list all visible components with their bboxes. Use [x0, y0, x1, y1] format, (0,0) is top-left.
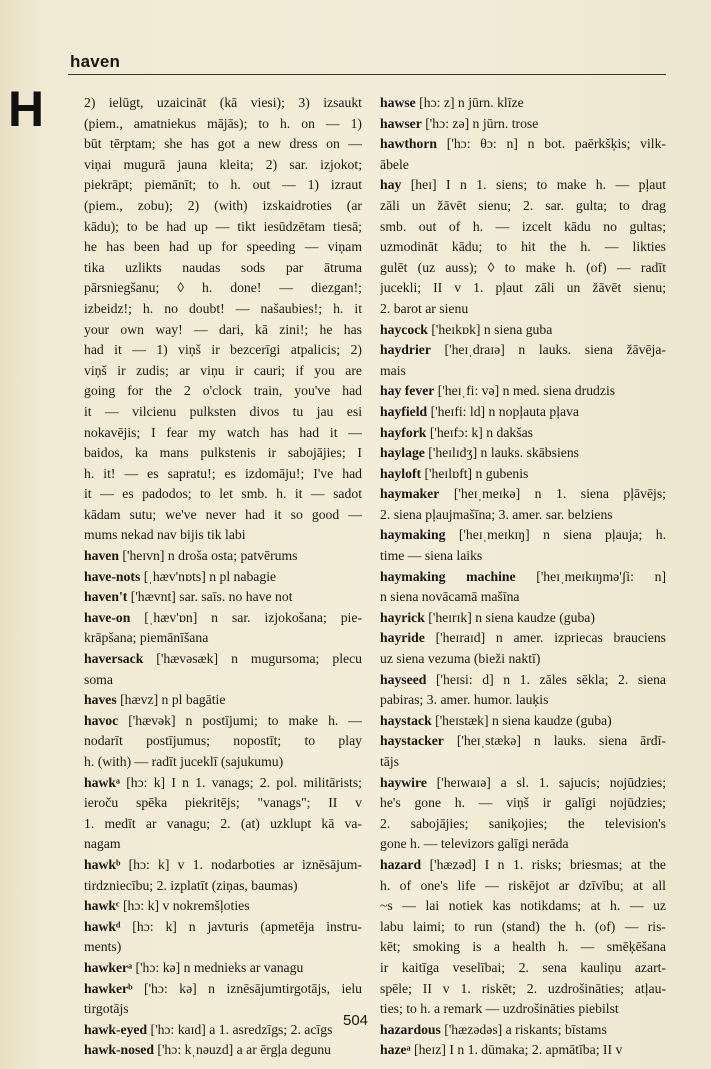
headword: hawkerᵃ	[84, 959, 133, 975]
entry-line: tika uzlikts naudas sods par ātruma	[84, 259, 362, 275]
entry-line: spēle; II v 1. riskēt; 2. uzdrošināties; atļau-	[380, 980, 666, 996]
entry-line: kēt; smoking is a health h. — smēķēšana	[380, 939, 666, 955]
entry-line: hawk-eyed ['hɔ: kaɪd] a 1. asredzīgs; 2. acīgs	[84, 1021, 333, 1037]
dictionary-entry	[380, 114, 666, 135]
entry-line: pabiras; 3. amer. humor. lauķis	[380, 692, 549, 708]
thumb-index-letter: H	[8, 81, 45, 137]
dictionary-entry	[380, 175, 666, 319]
entry-line: haystacker ['heɪˌstækə] n lauks. siena ārdī-	[380, 733, 666, 749]
headword: haywire	[380, 774, 427, 790]
dictionary-entry	[84, 896, 362, 917]
entry-line: it — vilcienu pulksten divos tu jau esi	[84, 403, 362, 419]
entry-line: labu laimi; to run (stand) the h. (of) — ris-	[380, 918, 666, 934]
entry-line: uz siena vezuma (bieži naktī)	[380, 651, 541, 667]
headword: haycock	[380, 321, 428, 337]
dictionary-entry	[380, 320, 666, 341]
headword: hawkᵃ	[84, 774, 120, 790]
dictionary-entry	[380, 731, 666, 772]
entry-line: have-on [ˌhæv'ɒn] n sar. izjokošana; pie-	[84, 609, 362, 625]
dictionary-entry	[84, 608, 362, 649]
dictionary-entry	[380, 773, 666, 855]
entry-line: tirgotājs	[84, 1001, 129, 1017]
entry-line: būt tērptam; she has got a new dress on —	[84, 136, 362, 152]
headword: haydrier	[380, 342, 431, 358]
headword: haystack	[380, 712, 432, 728]
headword: hawk-nosed	[84, 1042, 154, 1058]
entry-line: time — siena laiks	[380, 548, 483, 564]
entry-line: haystack ['heɪstæk] n siena kaudze (guba)	[380, 712, 612, 728]
entry-line: hayride ['heɪraɪd] n amer. izpriecas brauciens	[380, 630, 666, 646]
entry-line: 2. siena pļaujmašīna; 3. amer. sar. belziens	[380, 506, 613, 522]
headword: hawkᵇ	[84, 856, 121, 872]
entry-line: viņš ir zudis; ar viņu ir cauri; if you are	[84, 362, 362, 378]
entry-line: haycock ['heɪkɒk] n siena guba	[380, 321, 553, 337]
entry-line: mais	[380, 362, 406, 378]
entry-line: hay [heɪ] I n 1. siens; to make h. — pļaut	[380, 177, 666, 193]
dictionary-entry	[84, 587, 362, 608]
headword: have-on	[84, 609, 131, 625]
dictionary-entry	[84, 711, 362, 773]
entry-line: nagam	[84, 836, 121, 852]
entry-line: he has been had up for speeding — viņam	[84, 239, 362, 255]
headword: hay	[380, 177, 402, 193]
headword: hayfield	[380, 403, 428, 419]
dictionary-entry	[380, 608, 666, 629]
dictionary-entry	[380, 443, 666, 464]
dictionary-entry	[380, 381, 666, 402]
dictionary-entry	[380, 525, 666, 566]
dictionary-entry	[380, 567, 666, 608]
entry-line: going for the 2 o'clock train, you've had	[84, 383, 362, 399]
entry-line: (piem., amatniekus mājās); to h. on — 1)	[84, 115, 362, 131]
header-rule	[68, 74, 666, 75]
entry-line: viņai mugurā jauna kleita; 2) sar. izjokot;	[84, 156, 362, 172]
entry-line: hawkᵈ [hɔ: k] n javturis (apmetēja instru-	[84, 918, 362, 934]
entry-line: kādu); to be had up — tikt iesūdzētam tiesā;	[84, 218, 362, 234]
headword: have-nots	[84, 568, 141, 584]
headword: haylage	[380, 445, 425, 461]
entry-line: hayfield ['heɪfi: ld] n nopļauta pļava	[380, 403, 579, 419]
entry-line: ments)	[84, 939, 122, 955]
entry-line: h. it! — es sapratu!; es izdomāju!; I've had	[84, 465, 362, 481]
dictionary-entry	[84, 1040, 362, 1061]
entry-line: hazardous ['hæzədəs] a riskants; bīstams	[380, 1021, 607, 1037]
entry-line: hayseed ['heɪsi: d] n 1. zāles sēkla; 2. siena	[380, 671, 666, 687]
entry-line: haymaker ['heɪˌmeɪkə] n 1. siena pļāvējs;	[380, 486, 666, 502]
entry-line: hay fever ['heɪˌfi: və] n med. siena drudzis	[380, 383, 616, 399]
entry-line: haymaking machine ['heɪˌmeɪkɪŋmə'ʃi: n]	[380, 568, 666, 584]
dictionary-entry	[380, 1040, 666, 1061]
entry-line: soma	[84, 671, 113, 687]
entry-line: smb. out of h. — izcelt kādu no gultas;	[380, 218, 666, 234]
dictionary-entry	[380, 93, 666, 114]
headword: havoc	[84, 712, 119, 728]
entry-line: nokavējis; I fear my watch has had it —	[84, 424, 362, 440]
right-column	[380, 93, 666, 1061]
entry-line: uzmodināt kādu; to hit the h. — likties	[380, 239, 666, 255]
entry-line: ~s — lai notiek kas notikdams; at h. — uz	[380, 898, 666, 914]
entry-line: hazeᵃ [heɪz] I n 1. dūmaka; 2. apmātība; II v	[380, 1042, 623, 1058]
entry-line: ir kaitīga veselībai; 2. sena kauliņu azart-	[380, 959, 666, 975]
dictionary-entry	[380, 464, 666, 485]
entry-line: 1. medīt ar vanagu; 2. (at) uzklupt kā va-	[84, 815, 362, 831]
headword: haystacker	[380, 733, 444, 749]
entry-line: have-nots [ˌhæv'nɒts] n pl nabagie	[84, 568, 277, 584]
entry-line: izbeidz!; h. no doubt! — našaubies!; h. it	[84, 300, 362, 316]
entry-line: hawthorn ['hɔ: θɔ: n] n bot. paērkšķis; vilk-	[380, 136, 666, 152]
entry-line: 2. sabojājies; saniķojies; the television's	[380, 815, 666, 831]
entry-line: he's gone h. — viņš ir galīgi nojūdzies;	[380, 795, 666, 811]
dictionary-entry	[84, 917, 362, 958]
headword: haversack	[84, 651, 144, 667]
dictionary-entry	[84, 546, 362, 567]
entry-line: baidos, ka mans pulkstenis ir sabojājies; I	[84, 445, 362, 461]
dictionary-entry	[380, 423, 666, 444]
entry-line: hayfork ['heɪfɔ: k] n dakšas	[380, 424, 533, 440]
entry-line: hawkᵃ [hɔ: k] I n 1. vanags; 2. pol. militārists;	[84, 774, 362, 790]
entry-line: haversack ['hævəsæk] n mugursoma; plecu	[84, 651, 362, 667]
dictionary-entry	[380, 484, 666, 525]
entry-line: hawse [hɔ: z] n jūrn. klīze	[380, 95, 524, 110]
entry-line: haydrier ['heɪˌdraɪə] n lauks. siena žāvēja-	[380, 342, 666, 358]
entry-line: n siena novācamā mašīna	[380, 589, 520, 605]
dictionary-entry	[84, 567, 362, 588]
dictionary-entry	[380, 855, 666, 1020]
entry-line: hawk-nosed ['hɔ: kˌnəuzd] a ar ērgļa degunu	[84, 1042, 332, 1058]
entry-line: tirdzniecību; 2. izplatīt (ziņas, baumas)	[84, 877, 298, 893]
dictionary-entry	[380, 402, 666, 423]
dictionary-entry	[84, 93, 362, 546]
headword: hawkᶜ	[84, 898, 120, 914]
entry-line: had it — 1) viņš ir bezcerīgi atpalicis; 2)	[84, 342, 362, 358]
left-column	[84, 93, 362, 1061]
entry-line: hawkerᵇ ['hɔ: kə] n iznēsājumtirgotājs, ielu	[84, 980, 362, 996]
headword: haven't	[84, 589, 128, 605]
headword: hayride	[380, 630, 425, 646]
headword: hayfork	[380, 424, 427, 440]
entry-line: hawkᵇ [hɔ: k] v 1. nodarboties ar iznēsājum-	[84, 856, 362, 872]
entry-line: zāli un žāvēt sienu; 2. sar. gulta; to drag	[380, 197, 666, 213]
entry-line: (piem., zobu); 2) (with) izskaidroties (ar	[84, 197, 362, 213]
entry-line: hawkᶜ [hɔ: k] v nokremšļoties	[84, 898, 250, 914]
headword: hazard	[380, 856, 422, 872]
entry-line: kādam sutu; we've never had it so good —	[84, 506, 362, 522]
entry-line: haymaking ['heɪˌmeɪkɪŋ] n siena pļauja; h.	[380, 527, 666, 543]
entry-line: piekrāpt; piemānīt; to h. out — 1) izraut	[84, 177, 362, 193]
entry-line: hazard ['hæzəd] I n 1. risks; briesmas; at the	[380, 856, 666, 872]
headword: hazardous	[380, 1021, 441, 1037]
entry-line: hawser ['hɔ: zə] n jūrn. trose	[380, 115, 539, 131]
entry-line: hayrick ['heɪrɪk] n siena kaudze (guba)	[380, 609, 595, 625]
dictionary-entry	[380, 628, 666, 669]
headword: hawkerᵇ	[84, 980, 133, 996]
headword: haymaker	[380, 486, 440, 502]
running-head: haven	[70, 52, 121, 71]
headword: haven	[84, 548, 119, 564]
dictionary-entry	[380, 134, 666, 175]
headword: hayloft	[380, 465, 422, 481]
entry-line: nodarīt postījumus; nopostīt; to play	[84, 733, 362, 749]
entry-line: 2. barot ar sienu	[380, 300, 469, 316]
headword: hawk-eyed	[84, 1021, 148, 1037]
entry-line: jucekli; II v 1. pļaut zāli un žāvēt sienu;	[380, 280, 666, 296]
headword: hayseed	[380, 671, 427, 687]
entry-line: haywire ['heɪwaɪə] a sl. 1. sajucis; nojūdzies;	[380, 774, 666, 790]
entry-line: hawkerᵃ ['hɔ: kə] n mednieks ar vanagu	[84, 959, 304, 975]
headword: hazeᵃ	[380, 1042, 411, 1058]
headword: hayrick	[380, 609, 425, 625]
entry-line: pārsniegšanu; ◊ h. done! — diezgan!;	[84, 280, 362, 296]
entry-line: ties; to h. a remark — uzdrošināties piebilst	[380, 1001, 619, 1017]
dictionary-entry	[84, 649, 362, 690]
dictionary-entry	[380, 711, 666, 732]
dictionary-entry	[84, 773, 362, 855]
dictionary-entry	[84, 958, 362, 979]
entry-line: h. of one's life — riskējot ar dzīvību; at all	[380, 877, 666, 893]
dictionary-entry	[84, 690, 362, 711]
entry-line: ieroču spēka piekritējs; "vanags"; II v	[84, 795, 362, 811]
entry-line: hayloft ['heɪlɒft] n gubenis	[380, 465, 529, 481]
dictionary-entry	[84, 855, 362, 896]
entry-line: havoc ['hævək] n postījumi; to make h. —	[84, 712, 362, 728]
entry-line: mums nekad nav bijis tik labi	[84, 527, 246, 543]
headword: hawkᵈ	[84, 918, 121, 934]
headword: hawse	[380, 95, 416, 110]
entry-line: haylage ['heɪlɪdʒ] n lauks. skābsiens	[380, 445, 580, 461]
entry-line: haven't ['hævnt] sar. saīs. no have not	[84, 589, 293, 605]
dictionary-entry	[380, 340, 666, 381]
entry-line: 2) ielūgt, uzaicināt (kā viesi); 3) izsaukt	[84, 95, 362, 110]
entry-line: h. (with) — radīt juceklī (sajukumu)	[84, 754, 284, 769]
headword: haves	[84, 692, 117, 708]
headword: hay fever	[380, 383, 435, 399]
headword: haymaking	[380, 527, 446, 543]
headword: hawser	[380, 115, 422, 131]
entry-line: your own way! — dari, kā zini!; he has	[84, 321, 362, 337]
dictionary-entry	[380, 670, 666, 711]
entry-line: it — es padodos; to let smb. h. it — sadot	[84, 486, 362, 502]
page-number: 504	[342, 1012, 369, 1029]
entry-line: gone h. — televizors galīgi nerāda	[380, 836, 569, 852]
entry-line: gulēt (uz auss); ◊ to make h. (of) — radīt	[380, 259, 666, 275]
headword: haymaking machine	[380, 568, 516, 584]
entry-line: ābele	[380, 156, 409, 172]
headword: hawthorn	[380, 136, 438, 152]
entry-line: krāpšana; piemānīšana	[84, 630, 209, 646]
entry-line: haven ['heɪvn] n droša osta; patvērums	[84, 548, 298, 564]
entry-line: tājs	[380, 754, 400, 769]
entry-line: haves [hævz] n pl bagātie	[84, 692, 226, 708]
